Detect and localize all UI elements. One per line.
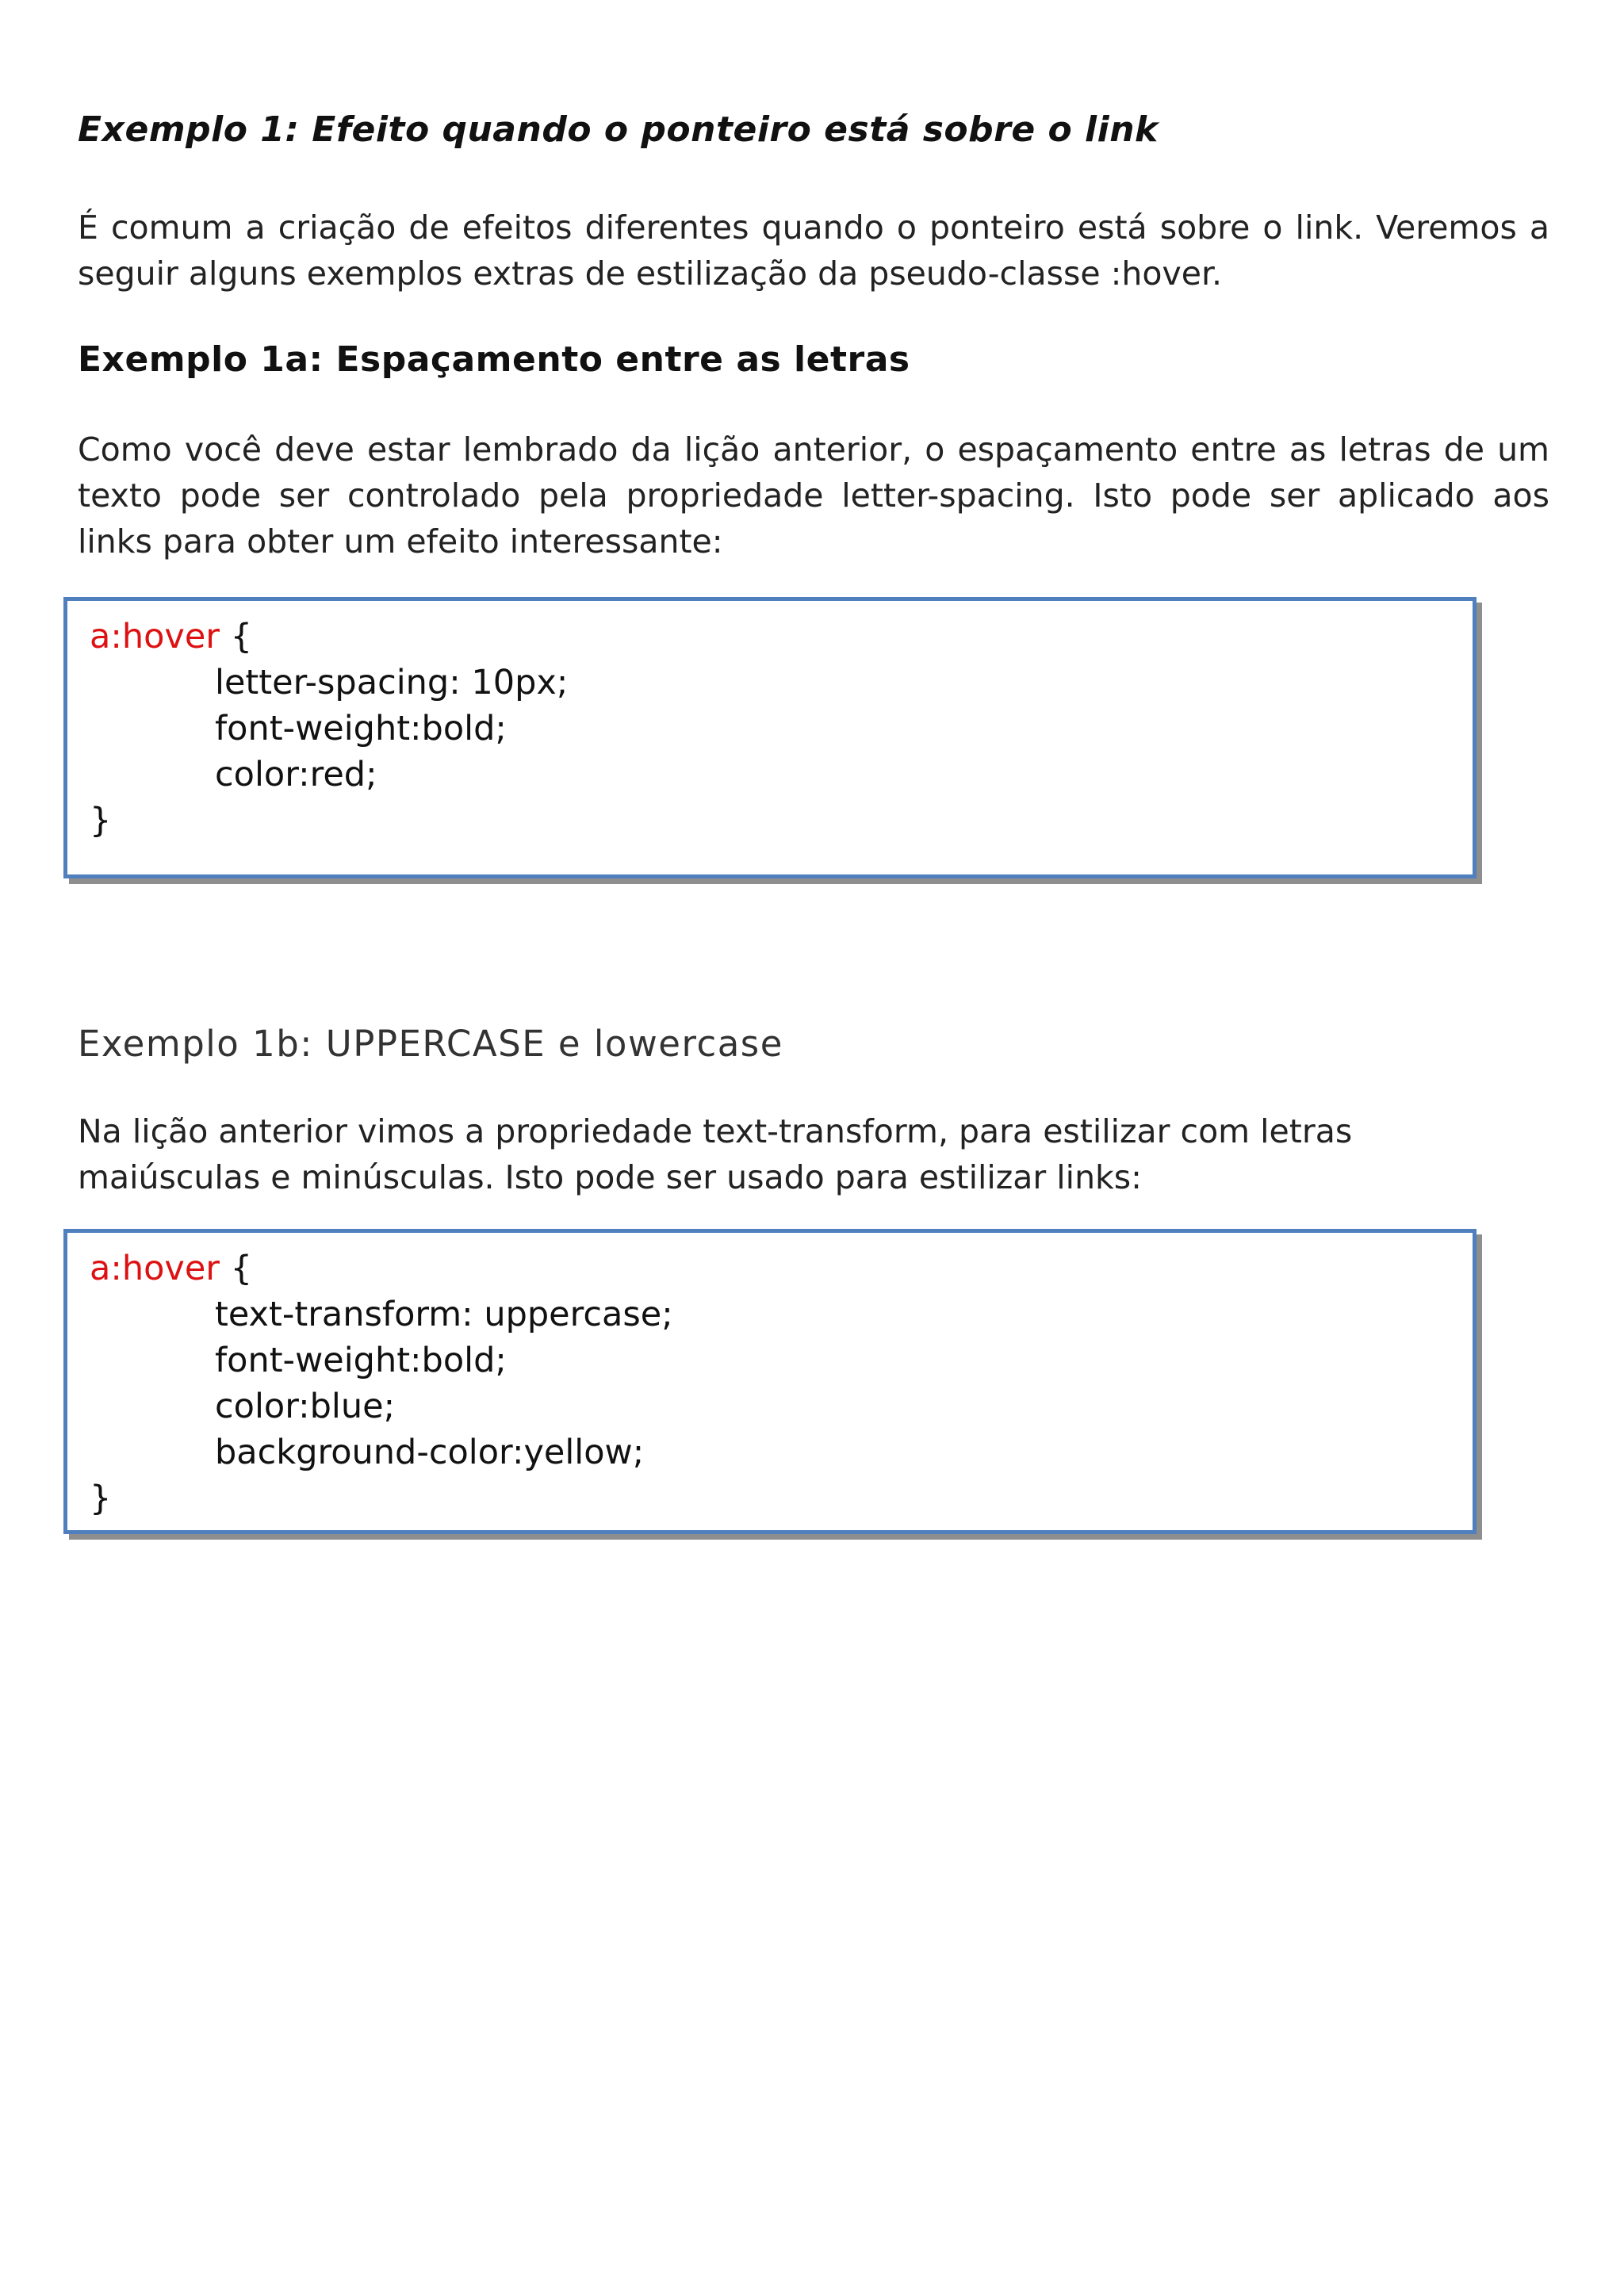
code-declaration: text-transform: uppercase; bbox=[215, 1295, 673, 1334]
code-block-letter-spacing bbox=[63, 597, 1477, 878]
code-declaration: font-weight:bold; bbox=[215, 1341, 507, 1380]
code-open-brace: { bbox=[219, 617, 253, 656]
section-heading-exemplo-1: Exemplo 1: Efeito quando o ponteiro está sobre o link bbox=[78, 109, 1159, 150]
section-paragraph-exemplo-1a: Como você deve estar lembrado da lição anterior, o espaçamento entre as letras de um texto pode ser controlado pela propriedade letter-spacing. Isto pode ser aplicado aos links para obter um efeito interessante: bbox=[78, 430, 1549, 561]
section-heading-exemplo-1b: Exemplo 1b: UPPERCASE e lowercase bbox=[78, 1023, 783, 1065]
code-declaration: font-weight:bold; bbox=[215, 709, 507, 748]
code-close-brace: } bbox=[90, 801, 112, 840]
code-declaration: letter-spacing: 10px; bbox=[215, 663, 569, 702]
code-block-text-transform bbox=[63, 1229, 1477, 1534]
code-selector-line bbox=[90, 614, 1454, 660]
code-selector: a:hover bbox=[90, 617, 220, 656]
code-declaration: color:blue; bbox=[215, 1387, 396, 1426]
section-heading-exemplo-1a: Exemplo 1a: Espaçamento entre as letras bbox=[78, 339, 910, 380]
code-selector: a:hover bbox=[90, 1249, 220, 1288]
code-open-brace: { bbox=[219, 1249, 253, 1288]
code-selector-line bbox=[90, 1246, 1454, 1292]
section-paragraph-exemplo-1b: Na lição anterior vimos a propriedade text-transform, para estilizar com letras maiúsculas e minúsculas. Isto pode ser usado para estilizar links: bbox=[78, 1112, 1353, 1196]
code-declaration: background-color:yellow; bbox=[215, 1433, 645, 1472]
code-declaration: color:red; bbox=[215, 755, 377, 794]
section-paragraph-exemplo-1: É comum a criação de efeitos diferentes quando o ponteiro está sobre o link. Veremos a seguir alguns exemplos extras de estilização da pseudo-classe :hover. bbox=[78, 209, 1549, 293]
code-close-brace: } bbox=[90, 1479, 112, 1518]
